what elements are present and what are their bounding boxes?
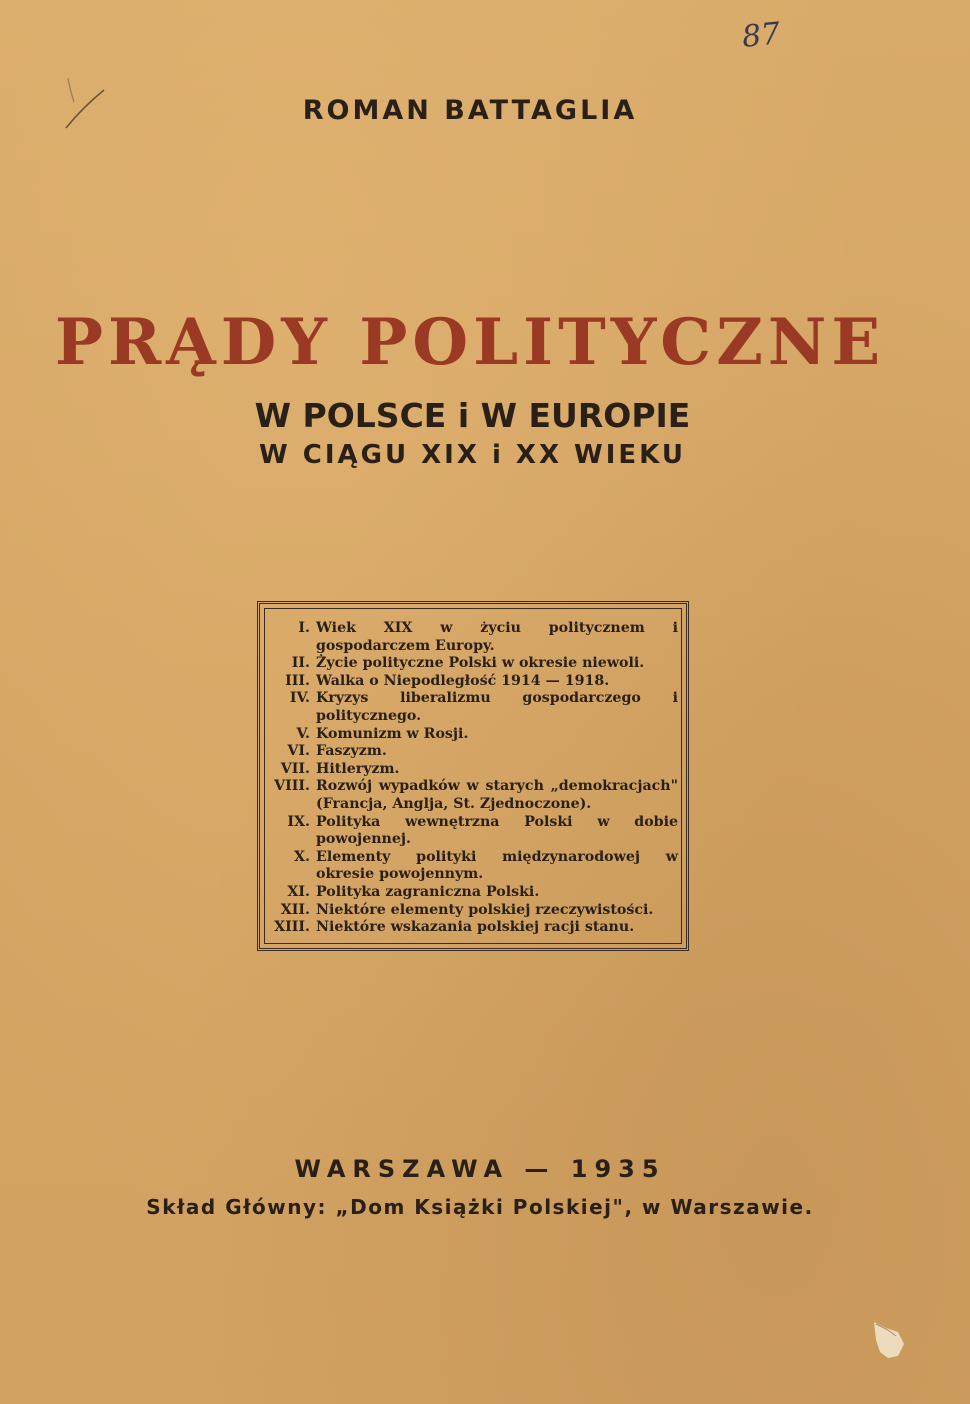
toc-text: Elementy polityki międzynarodowej w okresie powojennym.: [316, 848, 678, 883]
toc-number: XI.: [287, 883, 310, 900]
handwritten-number: 87: [740, 16, 782, 55]
toc-number: I.: [298, 620, 310, 636]
table-of-contents-box: [257, 601, 689, 951]
toc-text: Niektóre wskazania polskiej racji stanu.: [316, 919, 635, 936]
toc-number: V.: [296, 725, 310, 742]
toc-item: [270, 673, 678, 691]
toc-text: Hitleryzm.: [316, 760, 400, 777]
toc-item: [270, 726, 678, 744]
toc-number: II.: [291, 655, 310, 672]
place-and-year: WARSZAWA — 1935: [294, 1155, 666, 1183]
subtitle-line-1: W POLSCE i W EUROPIE: [254, 396, 691, 435]
toc-number: X.: [294, 848, 310, 865]
toc-item: [270, 778, 678, 813]
toc-text: Wiek XIX w życiu politycznem i gospodarczem Europy.: [316, 620, 678, 654]
table-of-contents: [270, 620, 678, 937]
toc-number: VIII.: [274, 778, 310, 795]
toc-text: Kryzys liberalizmu gospodarczego i politycznego.: [316, 690, 678, 724]
toc-text: Komunizm w Rosji.: [316, 725, 469, 742]
toc-item: [270, 761, 678, 779]
toc-number: XII.: [280, 901, 310, 918]
toc-number: XIII.: [274, 919, 310, 936]
toc-item: [270, 919, 678, 937]
toc-item: [270, 902, 678, 920]
toc-number: VI.: [287, 743, 310, 760]
toc-number: IV.: [289, 690, 310, 707]
toc-text: Faszyzm.: [316, 743, 387, 760]
toc-number: VII.: [280, 760, 310, 777]
subtitle-line-2: W CIĄGU XIX i XX WIEKU: [259, 440, 686, 470]
toc-text: Życie polityczne Polski w okresie niewoli.: [316, 655, 645, 672]
toc-item: [270, 743, 678, 761]
book-title: PRĄDY POLITYCZNE: [54, 305, 886, 380]
toc-text: Walka o Niepodległość 1914 — 1918.: [316, 672, 610, 689]
toc-item: [270, 849, 678, 884]
toc-text: Polityka wewnętrzna Polski w dobie powojennej.: [316, 813, 678, 848]
toc-item: [270, 884, 678, 902]
toc-item: [270, 814, 678, 849]
publisher-line: Skład Główny: „Dom Książki Polskiej", w Warszawie.: [146, 1195, 814, 1219]
toc-item: [270, 690, 678, 725]
toc-text: Niektóre elementy polskiej rzeczywistości.: [316, 901, 654, 918]
toc-number: IX.: [287, 813, 310, 830]
toc-text: Rozwój wypadków w starych „demokracjach" (Francja, Anglja, St. Zjednoczone).: [316, 778, 678, 812]
toc-text: Polityka zagraniczna Polski.: [316, 883, 540, 900]
author-name: ROMAN BATTAGLIA: [302, 95, 638, 126]
toc-number: III.: [285, 672, 310, 689]
toc-item: [270, 620, 678, 655]
stain-mark-icon: [868, 1318, 908, 1362]
toc-item: [270, 655, 678, 673]
